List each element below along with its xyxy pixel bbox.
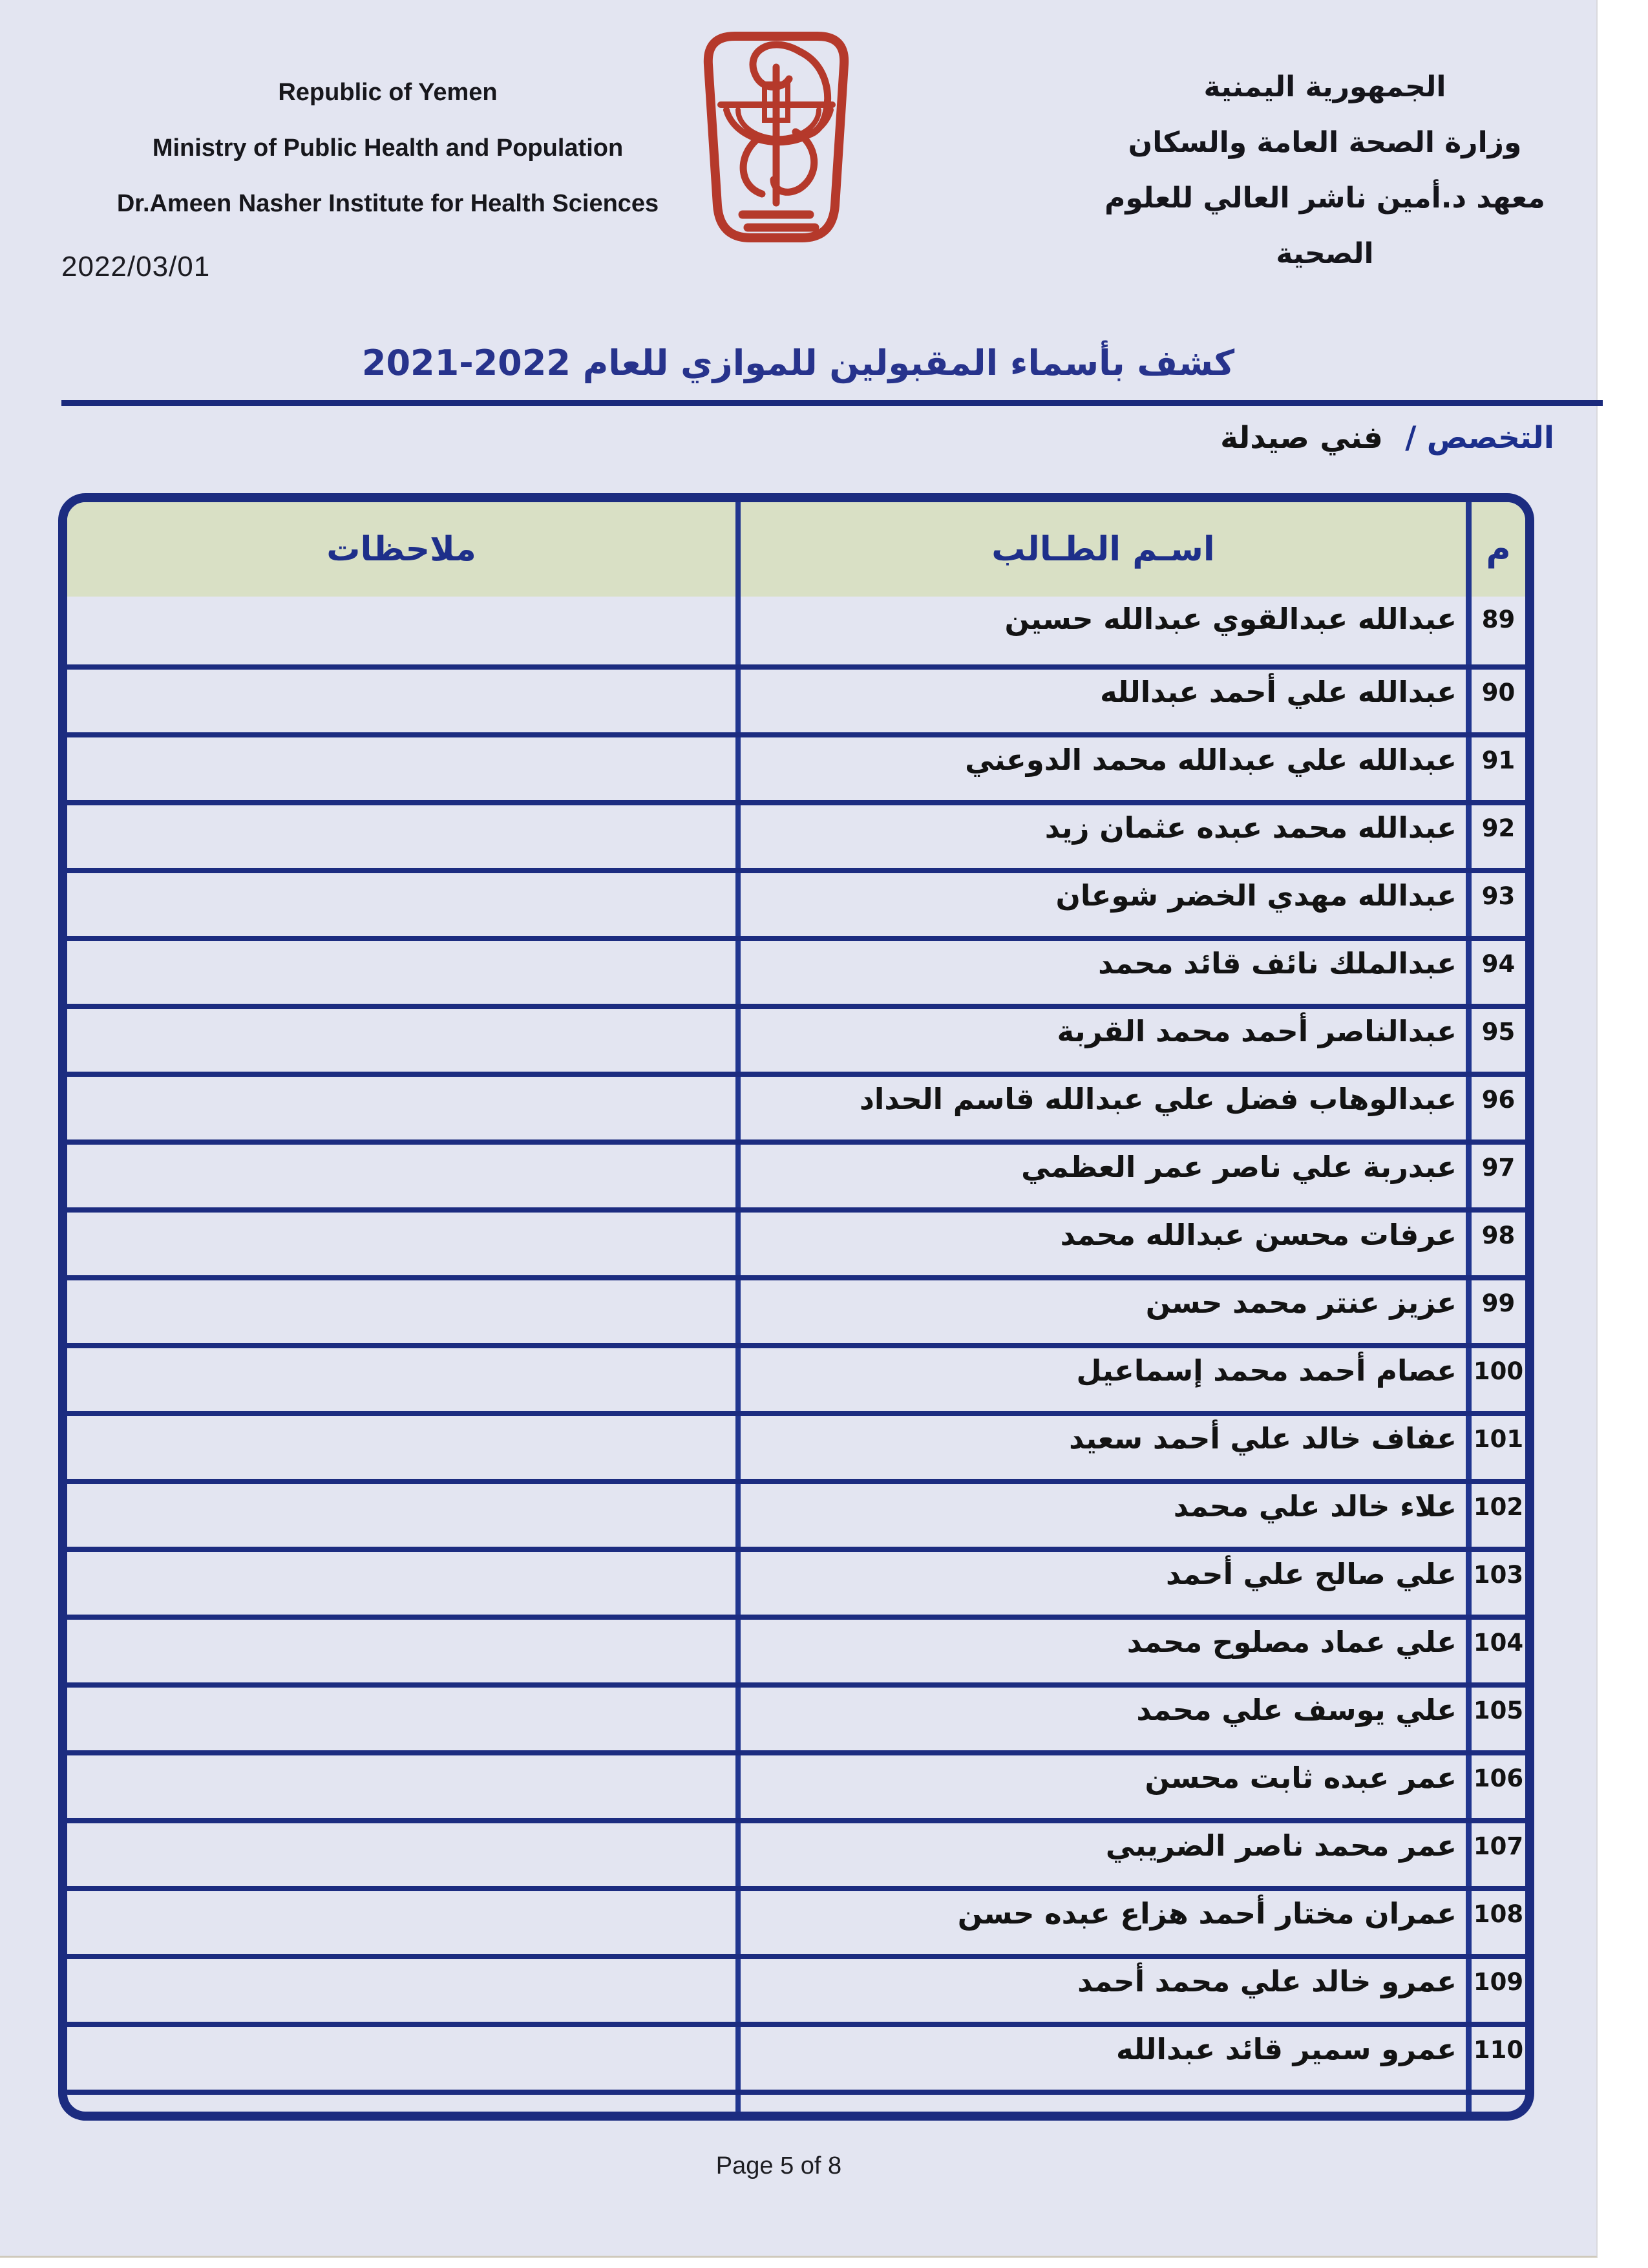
student-name: عمرو خالد علي محمد أحمد xyxy=(735,1959,1466,2022)
student-name: علي يوسف علي محمد xyxy=(735,1688,1466,1750)
student-notes xyxy=(67,1959,735,2022)
document-title: كشف بأسماء المقبولين للموازي للعام 2022-2021 xyxy=(361,343,1235,383)
specialization-label: التخصص / xyxy=(1405,420,1554,456)
student-serial: 102 xyxy=(1466,1484,1525,1547)
closing-name-cell xyxy=(735,2095,1466,2112)
student-notes xyxy=(67,873,735,936)
student-name: عفاف خالد علي أحمد سعيد xyxy=(735,1416,1466,1479)
student-notes xyxy=(67,597,735,664)
student-serial: 98 xyxy=(1466,1213,1525,1275)
student-name: عبدالوهاب فضل علي عبدالله قاسم الحداد xyxy=(735,1077,1466,1139)
student-serial: 101 xyxy=(1466,1416,1525,1479)
student-row xyxy=(67,1547,1525,1615)
student-name: علي عماد مصلوح محمد xyxy=(735,1620,1466,1682)
student-notes xyxy=(67,1145,735,1207)
student-name: عبدالله عبدالقوي عبدالله حسين xyxy=(735,597,1466,664)
student-notes xyxy=(67,1077,735,1139)
student-notes xyxy=(67,1620,735,1682)
letterhead-english-line3: Dr.Ameen Nasher Institute for Health Sciences xyxy=(116,190,659,217)
student-row xyxy=(67,1343,1525,1411)
student-row xyxy=(67,936,1525,1004)
student-notes xyxy=(67,670,735,732)
header-serial-column: م xyxy=(1466,502,1525,597)
student-notes xyxy=(67,805,735,868)
student-name: عبدالملك نائف قائد محمد xyxy=(735,941,1466,1004)
student-name: عمران مختار أحمد هزاع عبده حسن xyxy=(735,1891,1466,1954)
student-notes xyxy=(67,737,735,800)
student-serial: 91 xyxy=(1466,737,1525,800)
student-row xyxy=(67,1886,1525,1954)
page-number: Page 5 of 8 xyxy=(715,2152,842,2179)
student-row xyxy=(67,1072,1525,1139)
letterhead-english-line2: Ministry of Public Health and Population xyxy=(152,134,624,162)
student-serial: 105 xyxy=(1466,1688,1525,1750)
table-closing-row xyxy=(67,2090,1525,2112)
student-row xyxy=(67,1818,1525,1886)
student-row xyxy=(67,664,1525,732)
student-row xyxy=(67,1207,1525,1275)
student-row xyxy=(67,800,1525,868)
student-notes xyxy=(67,1823,735,1886)
student-notes xyxy=(67,1416,735,1479)
institute-medical-emblem-icon xyxy=(701,30,851,244)
student-row xyxy=(67,597,1525,664)
document-date: 2022/03/01 xyxy=(61,251,211,282)
student-name: علي صالح علي أحمد xyxy=(735,1552,1466,1615)
student-name: عبدالله علي أحمد عبدالله xyxy=(735,670,1466,732)
student-name: عمر محمد ناصر الضريبي xyxy=(735,1823,1466,1886)
student-notes xyxy=(67,1213,735,1275)
student-serial: 100 xyxy=(1466,1348,1525,1411)
student-serial: 89 xyxy=(1466,597,1525,664)
specialization-line xyxy=(1220,420,1554,456)
student-serial: 93 xyxy=(1466,873,1525,936)
title-divider-rule xyxy=(61,400,1603,406)
letterhead-arabic-line3: معهد د.أمين ناشر العالي للعلوم الصحية xyxy=(1104,182,1545,270)
student-notes xyxy=(67,1891,735,1954)
student-notes xyxy=(67,1484,735,1547)
student-row xyxy=(67,1954,1525,2022)
student-row xyxy=(67,1139,1525,1207)
student-name: عبدالناصر أحمد محمد القربة xyxy=(735,1009,1466,1072)
student-serial: 108 xyxy=(1466,1891,1525,1954)
student-name: عزيز عنتر محمد حسن xyxy=(735,1280,1466,1343)
letterhead-english xyxy=(94,65,682,231)
student-row xyxy=(67,732,1525,800)
student-row xyxy=(67,1411,1525,1479)
student-row xyxy=(67,1750,1525,1818)
student-name: عصام أحمد محمد إسماعيل xyxy=(735,1348,1466,1411)
closing-notes-cell xyxy=(67,2095,735,2112)
student-serial: 97 xyxy=(1466,1145,1525,1207)
header-notes-column: ملاحظات xyxy=(326,530,476,569)
student-serial: 92 xyxy=(1466,805,1525,868)
student-row xyxy=(67,1479,1525,1547)
student-serial: 103 xyxy=(1466,1552,1525,1615)
student-name: علاء خالد علي محمد xyxy=(735,1484,1466,1547)
student-serial: 106 xyxy=(1466,1755,1525,1818)
student-serial: 95 xyxy=(1466,1009,1525,1072)
closing-serial-cell xyxy=(1466,2095,1525,2112)
student-notes xyxy=(67,1755,735,1818)
student-notes xyxy=(67,1348,735,1411)
student-serial: 107 xyxy=(1466,1823,1525,1886)
table-body xyxy=(67,597,1525,2090)
student-notes xyxy=(67,1280,735,1343)
student-notes xyxy=(67,1552,735,1615)
letterhead-arabic-line2: وزارة الصحة العامة والسكان xyxy=(1128,126,1522,159)
students-table xyxy=(58,493,1534,2121)
student-name: عبدالله مهدي الخضر شوعان xyxy=(735,873,1466,936)
student-name: عمرو سمير قائد عبدالله xyxy=(735,2027,1466,2090)
student-row xyxy=(67,1275,1525,1343)
student-serial: 104 xyxy=(1466,1620,1525,1682)
letterhead-arabic-line1: الجمهورية اليمنية xyxy=(1203,70,1446,103)
letterhead-english-line1: Republic of Yemen xyxy=(278,79,498,106)
student-notes xyxy=(67,2027,735,2090)
student-row xyxy=(67,2022,1525,2090)
student-notes xyxy=(67,941,735,1004)
student-name: عرفات محسن عبدالله محمد xyxy=(735,1213,1466,1275)
student-serial: 94 xyxy=(1466,941,1525,1004)
student-name: عبدالله علي عبدالله محمد الدوعني xyxy=(735,737,1466,800)
student-row xyxy=(67,1615,1525,1682)
student-notes xyxy=(67,1688,735,1750)
student-serial: 109 xyxy=(1466,1959,1525,2022)
student-serial: 99 xyxy=(1466,1280,1525,1343)
specialization-value: فني صيدلة xyxy=(1220,420,1383,456)
student-name: عبدربة علي ناصر عمر العظمي xyxy=(735,1145,1466,1207)
student-row xyxy=(67,868,1525,936)
student-serial: 96 xyxy=(1466,1077,1525,1139)
student-serial: 110 xyxy=(1466,2027,1525,2090)
student-name: عمر عبده ثابت محسن xyxy=(735,1755,1466,1818)
header-name-column: اسـم الطـالب xyxy=(735,502,1466,597)
student-name: عبدالله محمد عبده عثمان زيد xyxy=(735,805,1466,868)
student-row xyxy=(67,1682,1525,1750)
student-serial: 90 xyxy=(1466,670,1525,732)
student-notes xyxy=(67,1009,735,1072)
table-header-row xyxy=(67,502,1525,597)
student-row xyxy=(67,1004,1525,1072)
letterhead-arabic xyxy=(1053,59,1596,282)
